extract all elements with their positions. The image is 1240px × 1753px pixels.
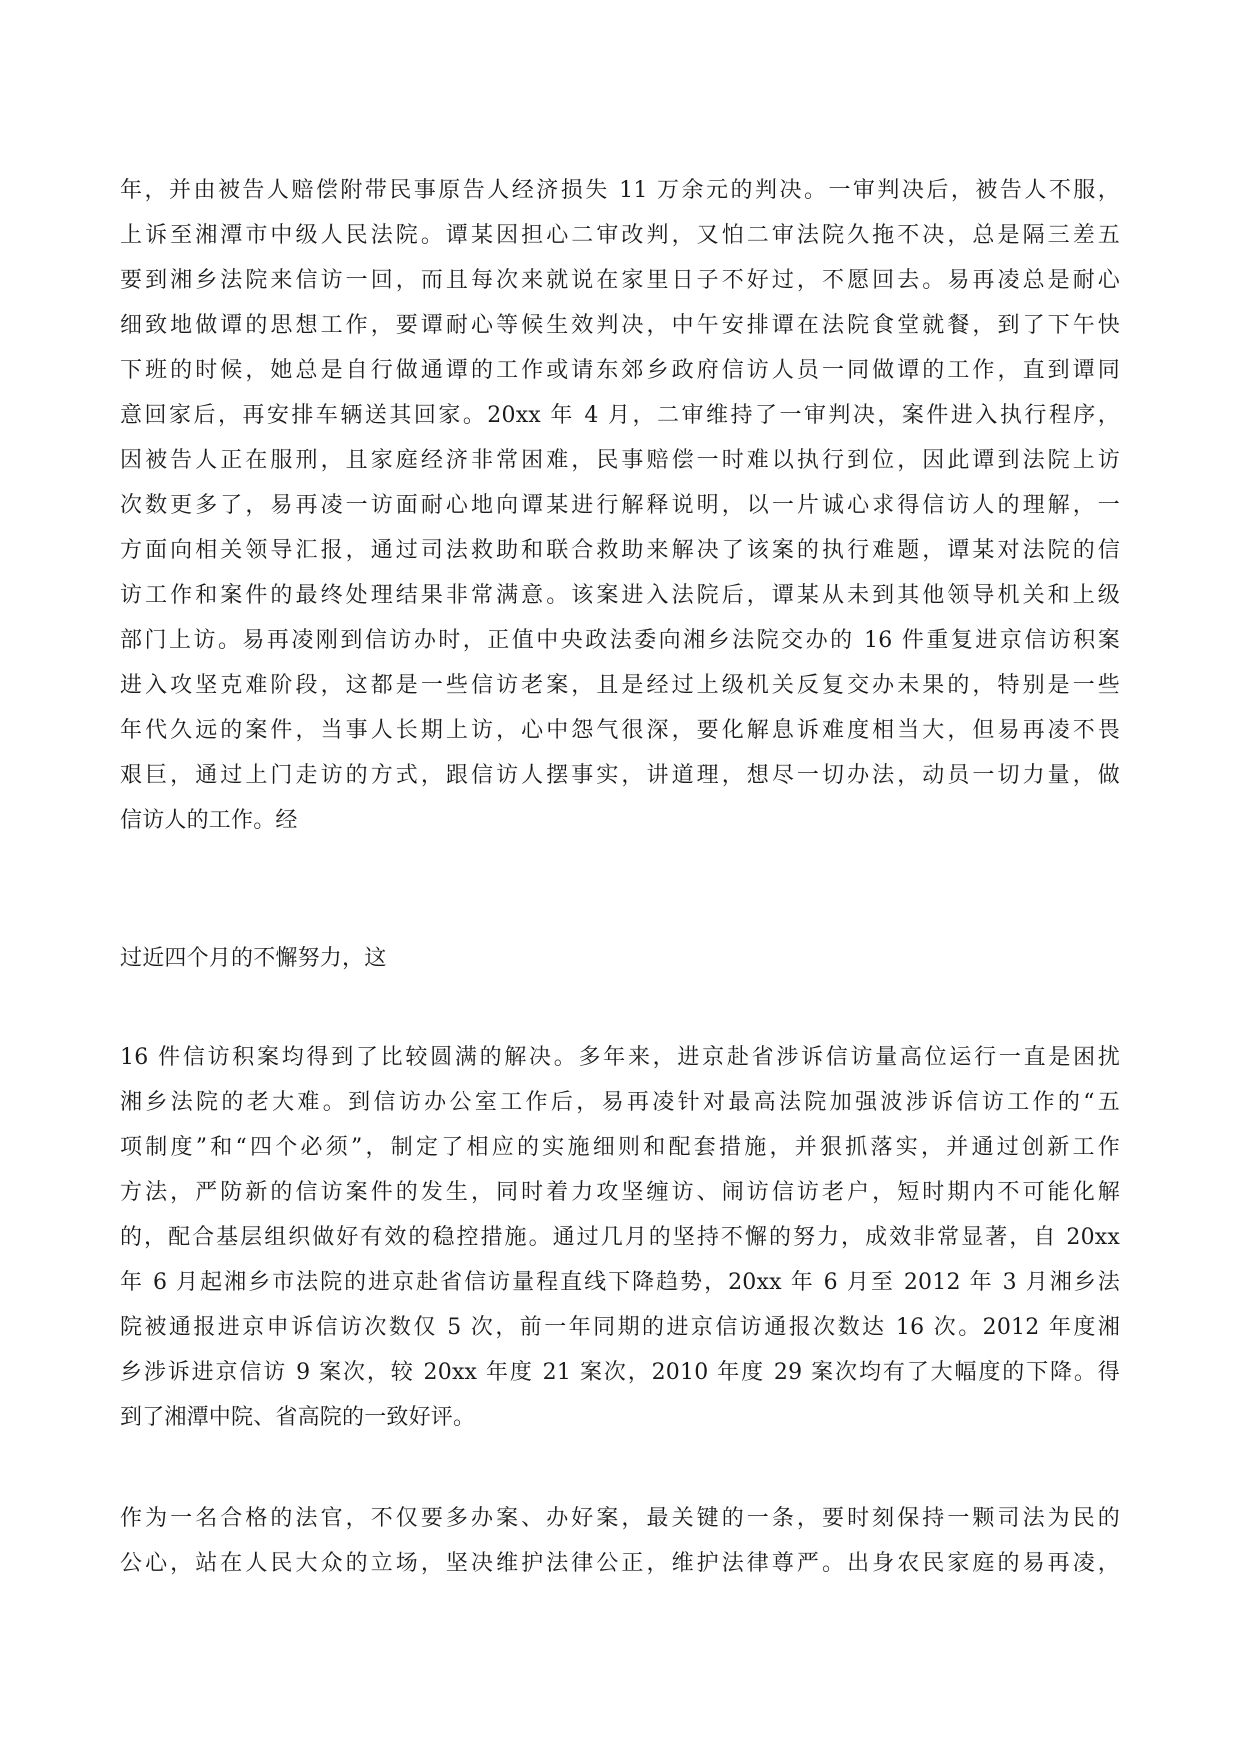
- text-line: 方法，严防新的信访案件的发生，同时着力攻坚缠访、闹访信访老户，短时期内不可能化解: [120, 1180, 1120, 1205]
- text-line: 因被告人正在服刑，且家庭经济非常困难，民事赔偿一时难以执行到位，因此谭到法院上访: [120, 448, 1120, 473]
- text-line: 艰巨，通过上门走访的方式，跟信访人摆事实，讲道理，想尽一切办法，动员一切力量，做: [120, 763, 1120, 788]
- text-line: 湘乡法院的老大难。到信访办公室工作后，易再凌针对最高法院加强波涉诉信访工作的“五: [120, 1090, 1120, 1115]
- text-line: 年，并由被告人赔偿附带民事原告人经济损失 11 万余元的判决。一审判决后，被告人不服，: [120, 178, 1120, 203]
- text-line: 访工作和案件的最终处理结果非常满意。该案进入法院后，谭某从未到其他领导机关和上级: [120, 583, 1120, 608]
- text-line: 细致地做谭的思想工作，要谭耐心等候生效判决，中午安排谭在法院食堂就餐，到了下午快: [120, 313, 1120, 338]
- text-line: 意回家后，再安排车辆送其回家。20xx 年 4 月，二审维持了一审判决，案件进入执行程序，: [120, 403, 1120, 428]
- text-line: 项制度”和“四个必须”，制定了相应的实施细则和配套措施，并狠抓落实，并通过创新工作: [120, 1135, 1120, 1160]
- text-line: 的，配合基层组织做好有效的稳控措施。通过几月的坚持不懈的努力，成效非常显著，自 20xx: [120, 1225, 1120, 1250]
- paragraph-backlog-resolution: [120, 1035, 1120, 1440]
- text-line: 院被通报进京申诉信访次数仅 5 次，前一年同期的进京信访通报次数达 16 次。2012 年度湘: [120, 1315, 1120, 1340]
- paragraph-qualified-judge: [120, 1496, 1120, 1586]
- paragraph-petition-case: [120, 168, 1120, 843]
- text-line: 16 件信访积案均得到了比较圆满的解决。多年来，进京赴省涉诉信访量高位运行一直是困扰: [120, 1045, 1120, 1070]
- text-line: 要到湘乡法院来信访一回，而且每次来就说在家里日子不好过，不愿回去。易再凌总是耐心: [120, 268, 1120, 293]
- text-line: 年 6 月起湘乡市法院的进京赴省信访量程直线下降趋势，20xx 年 6 月至 2012 年 3 月湘乡法: [120, 1270, 1120, 1295]
- text-line: 方面向相关领导汇报，通过司法救助和联合救助来解决了该案的执行难题，谭某对法院的信: [120, 538, 1120, 563]
- text-line: 信访人的工作。经: [120, 808, 298, 833]
- text-line: 次数更多了，易再凌一访面耐心地向谭某进行解释说明，以一片诚心求得信访人的理解，一: [120, 493, 1120, 518]
- text-line: 进入攻坚克难阶段，这都是一些信访老案，且是经过上级机关反复交办未果的，特别是一些: [120, 673, 1120, 698]
- text-line: 公心，站在人民大众的立场，坚决维护法律公正，维护法律尊严。出身农民家庭的易再凌，: [120, 1551, 1120, 1576]
- text-line: 乡涉诉进京信访 9 案次，较 20xx 年度 21 案次，2010 年度 29 案次均有了大幅度的下降。得: [120, 1360, 1120, 1385]
- text-line: 作为一名合格的法官，不仅要多办案、办好案，最关键的一条，要时刻保持一颗司法为民的: [120, 1506, 1120, 1531]
- text-line: 年代久远的案件，当事人长期上访，心中怨气很深，要化解息诉难度相当大，但易再凌不畏: [120, 718, 1120, 743]
- paragraph-fragment: [120, 936, 1120, 981]
- text-line: 部门上访。易再凌刚到信访办时，正值中央政法委向湘乡法院交办的 16 件重复进京信访积案: [120, 628, 1120, 653]
- text-line: 上诉至湘潭市中级人民法院。谭某因担心二审改判，又怕二审法院久拖不决，总是隔三差五: [120, 223, 1120, 248]
- text-line: 下班的时候，她总是自行做通谭的工作或请东郊乡政府信访人员一同做谭的工作，直到谭同: [120, 358, 1120, 383]
- text-line: 到了湘潭中院、省高院的一致好评。: [120, 1405, 476, 1430]
- text-line: 过近四个月的不懈努力，这: [120, 946, 387, 971]
